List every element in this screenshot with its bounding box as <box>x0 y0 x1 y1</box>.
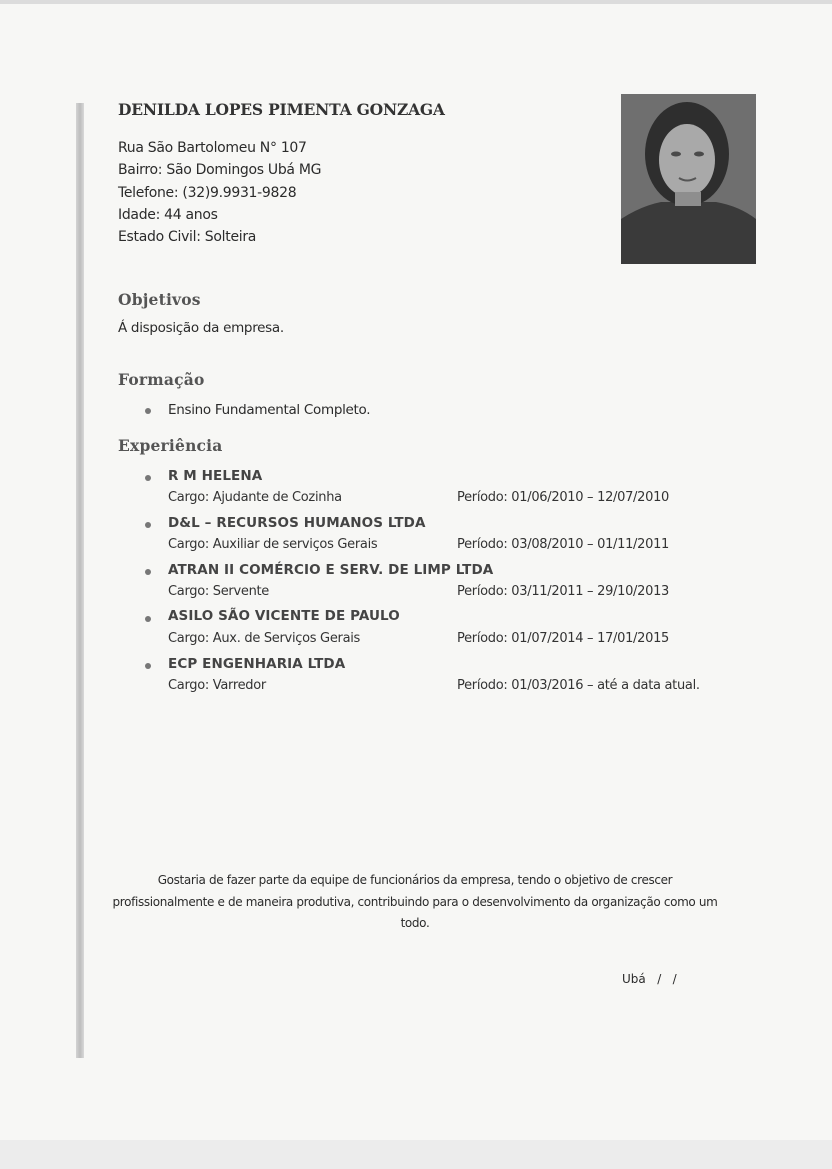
experience-company: R M HELENA <box>168 468 263 484</box>
address-line: Rua São Bartolomeu N° 107 <box>118 140 307 156</box>
experience-company: D&L – RECURSOS HUMANOS LTDA <box>168 515 426 531</box>
left-margin-bar <box>76 103 84 1058</box>
experience-period: Período: 01/06/2010 – 12/07/2010 <box>457 490 670 505</box>
candidate-name: DENILDA LOPES PIMENTA GONZAGA <box>118 100 445 119</box>
experience-bullet <box>145 616 151 622</box>
education-item: Ensino Fundamental Completo. <box>168 402 371 418</box>
education-heading: Formação <box>118 370 205 389</box>
experience-period: Período: 01/07/2014 – 17/01/2015 <box>457 631 670 646</box>
candidate-photo <box>621 94 756 264</box>
place-date: Ubá / / <box>622 972 677 986</box>
neighborhood-line: Bairro: São Domingos Ubá MG <box>118 162 322 179</box>
closing-statement: Gostaria de fazer parte da equipe de funcionários da empresa, tendo o objetivo de crescer profissionalmente e de maneira produtiva, contribuindo para o desenvolvimento da organização como um todo. <box>112 873 718 930</box>
experience-role: Cargo: Auxiliar de serviços Gerais <box>168 537 378 552</box>
experience-bullet <box>145 569 151 575</box>
experience-period: Período: 01/03/2016 – até a data atual. <box>457 678 700 693</box>
contact-block <box>118 137 321 248</box>
scan-bottom-edge <box>0 1140 832 1169</box>
experience-bullet <box>145 522 151 528</box>
marital-status-line: Estado Civil: Solteira <box>118 229 257 246</box>
experience-company: ECP ENGENHARIA LTDA <box>168 656 346 672</box>
age-line: Idade: 44 anos <box>118 206 218 223</box>
objective-text: Á disposição da empresa. <box>118 320 284 336</box>
scan-top-edge <box>0 0 832 4</box>
experience-role: Cargo: Aux. de Serviços Gerais <box>168 631 361 646</box>
experience-role: Cargo: Varredor <box>168 678 266 693</box>
experience-role: Cargo: Ajudante de Cozinha <box>168 490 342 505</box>
portrait-image <box>621 94 756 264</box>
experience-period: Período: 03/11/2011 – 29/10/2013 <box>457 584 670 599</box>
experience-period: Período: 03/08/2010 – 01/11/2011 <box>457 537 670 552</box>
education-bullet <box>145 408 151 414</box>
objectives-heading: Objetivos <box>118 290 201 309</box>
experience-company: ATRAN II COMÉRCIO E SERV. DE LIMP LTDA <box>168 562 494 578</box>
experience-heading: Experiência <box>118 436 223 455</box>
experience-bullet <box>145 663 151 669</box>
experience-role: Cargo: Servente <box>168 584 269 599</box>
phone-line: Telefone: (32)9.9931-9828 <box>118 184 297 201</box>
experience-company: ASILO SÃO VICENTE DE PAULO <box>168 608 400 624</box>
experience-bullet <box>145 475 151 481</box>
